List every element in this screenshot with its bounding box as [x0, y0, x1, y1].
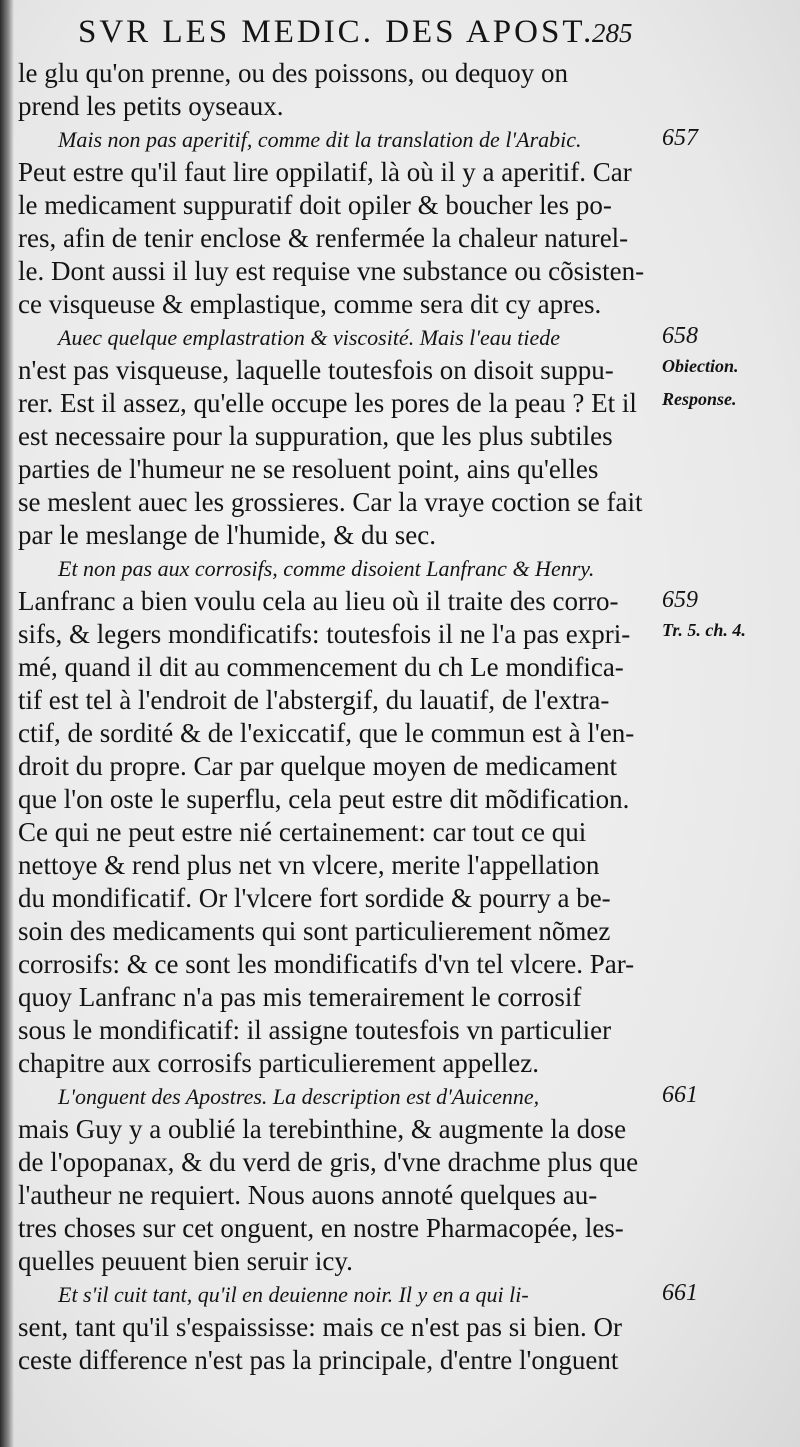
- text-line: droit du propre. Car par quelque moyen de medicament: [18, 751, 618, 781]
- text-line: nettoye & rend plus net vn vlcere, merite l'appellation: [18, 850, 600, 880]
- lemma-line: L'onguent des Apostres. La description est d'Auicenne,: [58, 1084, 540, 1109]
- text-line: ce visqueuse & emplastique, comme sera dit cy apres.: [18, 289, 602, 319]
- margin-number: 659: [662, 587, 698, 613]
- text-line: le glu qu'on prenne, ou des poissons, ou dequoy on: [18, 58, 569, 88]
- text-line: Peut estre qu'il faut lire oppilatif, là où il y a aperitif. Car: [18, 157, 632, 187]
- text-line: quelles peuuent bien seruir icy.: [18, 1246, 353, 1276]
- margin-note: Tr. 5. ch. 4.: [662, 620, 746, 640]
- text-line: sous le mondificatif: il assigne toutesfois vn particulier: [18, 1015, 612, 1045]
- text-line: est necessaire pour la suppuration, que les plus subtiles: [18, 421, 613, 451]
- text-line: quoy Lanfranc n'a pas mis temerairement le corrosif: [18, 982, 582, 1012]
- running-title: SVR LES MEDIC. DES APOST.: [78, 14, 595, 50]
- page-number: 285: [592, 18, 633, 48]
- lemma-line: Mais non pas aperitif, comme dit la translation de l'Arabic.: [58, 127, 582, 152]
- margin-number: 661: [662, 1082, 698, 1108]
- margin-note: Obiection.: [662, 356, 739, 376]
- text-line: Ce qui ne peut estre nié certainement: car tout ce qui: [18, 817, 587, 847]
- text-line: prend les petits oyseaux.: [18, 91, 284, 121]
- margin-number: 661: [662, 1280, 698, 1306]
- text-line: du mondificatif. Or l'vlcere fort sordide & pourry a be-: [18, 883, 611, 913]
- text-line: rer. Est il assez, qu'elle occupe les pores de la peau ? Et il: [18, 388, 637, 418]
- text-line: corrosifs: & ce sont les mondificatifs d'vn tel vlcere. Par-: [18, 949, 635, 979]
- text-line: le medicament suppuratif doit opiler & boucher les po-: [18, 190, 612, 220]
- text-line: ctif, de sordité & de l'exiccatif, que le commun est à l'en-: [18, 718, 635, 748]
- text-line: n'est pas visqueuse, laquelle toutesfois on disoit suppu-: [18, 355, 614, 385]
- margin-number: 657: [662, 125, 698, 151]
- text-line: chapitre aux corrosifs particulierement appellez.: [18, 1048, 540, 1078]
- text-line: tres choses sur cet onguent, en nostre Pharmacopée, les-: [18, 1213, 624, 1243]
- text-line: le. Dont aussi il luy est requise vne substance ou cõsisten-: [18, 256, 645, 286]
- page-header: [0, 8, 800, 56]
- binding-shadow: [0, 0, 14, 1447]
- text-line: parties de l'humeur ne se resoluent point, ains qu'elles: [18, 454, 599, 484]
- text-line: de l'opopanax, & du verd de gris, d'vne drachme plus que: [18, 1147, 639, 1177]
- text-line: se meslent auec les grossieres. Car la vraye coction se fait: [18, 487, 643, 517]
- text-line: res, afin de tenir enclose & renfermée la chaleur naturel-: [18, 223, 629, 253]
- text-line: mé, quand il dit au commencement du ch Le mondifica-: [18, 652, 624, 682]
- margin-note: Response.: [662, 389, 737, 409]
- lemma-line: Et non pas aux corrosifs, comme disoient Lanfranc & Henry.: [58, 556, 595, 581]
- text-line: soin des medicaments qui sont particulierement nõmez: [18, 916, 611, 946]
- text-line: sifs, & legers mondificatifs: toutesfois il ne l'a pas expri-: [18, 619, 631, 649]
- lemma-line: Auec quelque emplastration & viscosité. Mais l'eau tiede: [58, 325, 561, 350]
- text-line: par le meslange de l'humide, & du sec.: [18, 520, 436, 550]
- text-line: ceste difference n'est pas la principale, d'entre l'onguent: [18, 1345, 619, 1375]
- margin-number: 658: [662, 323, 698, 349]
- text-line: mais Guy y a oublié la terebinthine, & augmente la dose: [18, 1114, 627, 1144]
- text-line: Lanfranc a bien voulu cela au lieu où il traite des corro-: [18, 586, 619, 616]
- lemma-line: Et s'il cuit tant, qu'il en deuienne noir. Il y en a qui li-: [58, 1282, 529, 1307]
- body-text: [18, 57, 658, 1377]
- text-line: l'autheur ne requiert. Nous auons annoté quelques au-: [18, 1180, 598, 1210]
- text-line: que l'on oste le superflu, cela peut estre dit mõdification.: [18, 784, 630, 814]
- text-line: tif est tel à l'endroit de l'abstergif, du lauatif, de l'extra-: [18, 685, 610, 715]
- text-line: sent, tant qu'il s'espaississe: mais ce n'est pas si bien. Or: [18, 1312, 623, 1342]
